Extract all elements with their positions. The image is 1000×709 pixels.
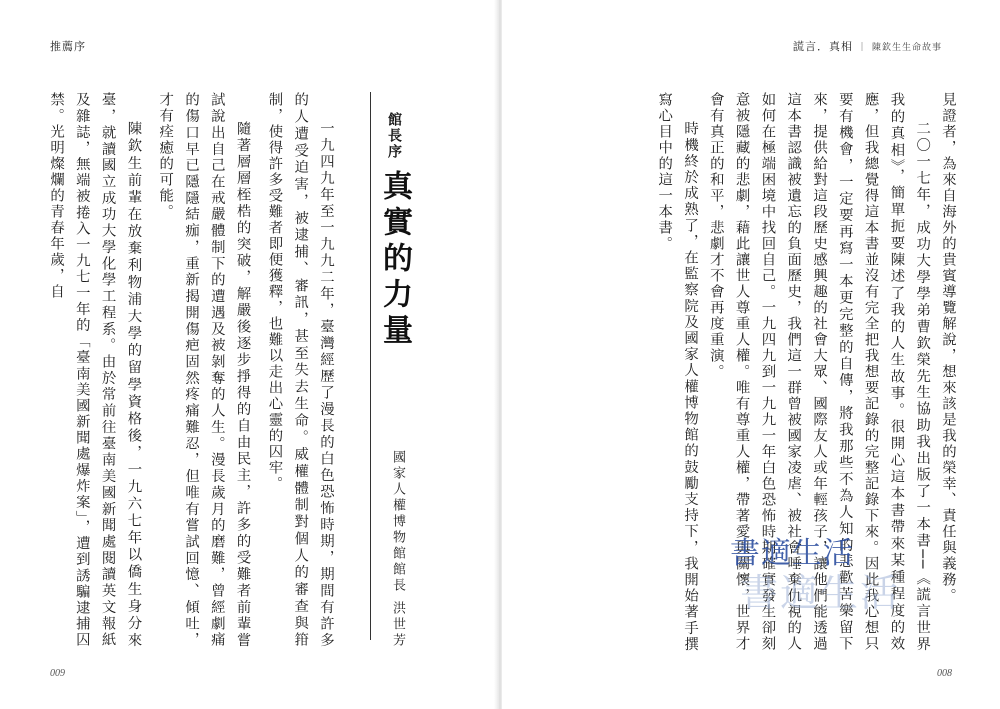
running-head-right (793, 38, 942, 54)
running-head-subtitle: 陳欽生生命故事 (871, 43, 942, 53)
running-head-title: 謊言．真相 (792, 40, 853, 53)
watermark-text: 書適生活 (730, 536, 854, 571)
left-body-text (0, 92, 338, 648)
paragraph: 二〇一七年，成功大學學弟曹欽榮先生協助我出版了一本書──《謊言世界 我的真相》，簡單扼要陳述了我的人生故事。很開心這本書帶來某種程度的效應，但我總覺得這本書並沒有完全把我想要記錄的完整記錄下來。因此我心想只要有機會，一定要再寫一本更完整的自傳，將我那些不為人知的悲歡苦樂留下來，提供給對這段歷史感興趣的社會大眾、國際友人或年輕孩子，讓他們能透過這本書認識被遺忘的負面歷史，我們這一群曾被國家凌虐、被社會唾棄仇視的人如何在極端困境中找回自己。一九四九到一九九一年白色恐怖時期確實發生卻刻意被隱藏的悲劇，藉此讓世人尊重人權。唯有尊重人權，帶著愛與關懷，世界才會有真正的和平，悲劇才不會再度重演。 (707, 92, 931, 652)
right-page (502, 0, 1000, 709)
page-title: 真實的力量 (377, 170, 412, 350)
paragraph: 見證者，為來自海外的貴賓導覽解說，想來該是我的榮幸、責任與義務。 (940, 92, 956, 604)
section-label: 館長序 (386, 112, 402, 160)
title-divider (370, 92, 371, 640)
running-head-left: 推薦序 (50, 40, 86, 53)
page-number-left: 009 (50, 668, 65, 679)
right-body-text (630, 92, 960, 652)
paragraph: 時機終於成熟了，在監察院及國家人權博物館的鼓勵支持下，我開始著手撰寫心目中的這一本書。 (656, 92, 699, 652)
paragraph: 一九四九年至一九九二年，臺灣經歷了漫長的白色恐怖時期，期間有許多的人遭受迫害，被逮捕、審訊，甚至失去生命。威權體制對個人的審查與箝制，使得許多受難者即便獲釋，也難以走出心靈的囚牢。 (266, 92, 334, 648)
paragraph: 隨著層層桎梏的突破，解嚴後逐步掙得的自由民主，許多的受難者前輩嘗試說出自己在戒嚴體制下的遭遇及被剝奪的人生。漫長歲月的磨難，曾經劇痛的傷口早已隱隱結痂，重新揭開傷疤固然疼痛難忍，但唯有嘗試回憶、傾吐，才有痊癒的可能。 (157, 92, 251, 648)
watermark-ghost-text: 書適生活 (740, 571, 901, 615)
author-line: 國家人權博物館館長 洪世芳 (390, 450, 405, 650)
paragraph: 陳欽生前輩在放棄利物浦大學的留學資格後，一九六七年以僑生身分來臺，就讀國立成功大學化學工程系。由於常前往臺南美國新聞處閱讀英文報紙及雜誌，無端被捲入一九七一年的「臺南美國新聞處爆炸案」，遭到誘騙逮捕囚禁。光明燦爛的青春年歲，自 (48, 92, 142, 648)
running-head-separator: ｜ (857, 43, 868, 53)
left-page (0, 0, 498, 709)
page-number-right: 008 (937, 668, 952, 679)
